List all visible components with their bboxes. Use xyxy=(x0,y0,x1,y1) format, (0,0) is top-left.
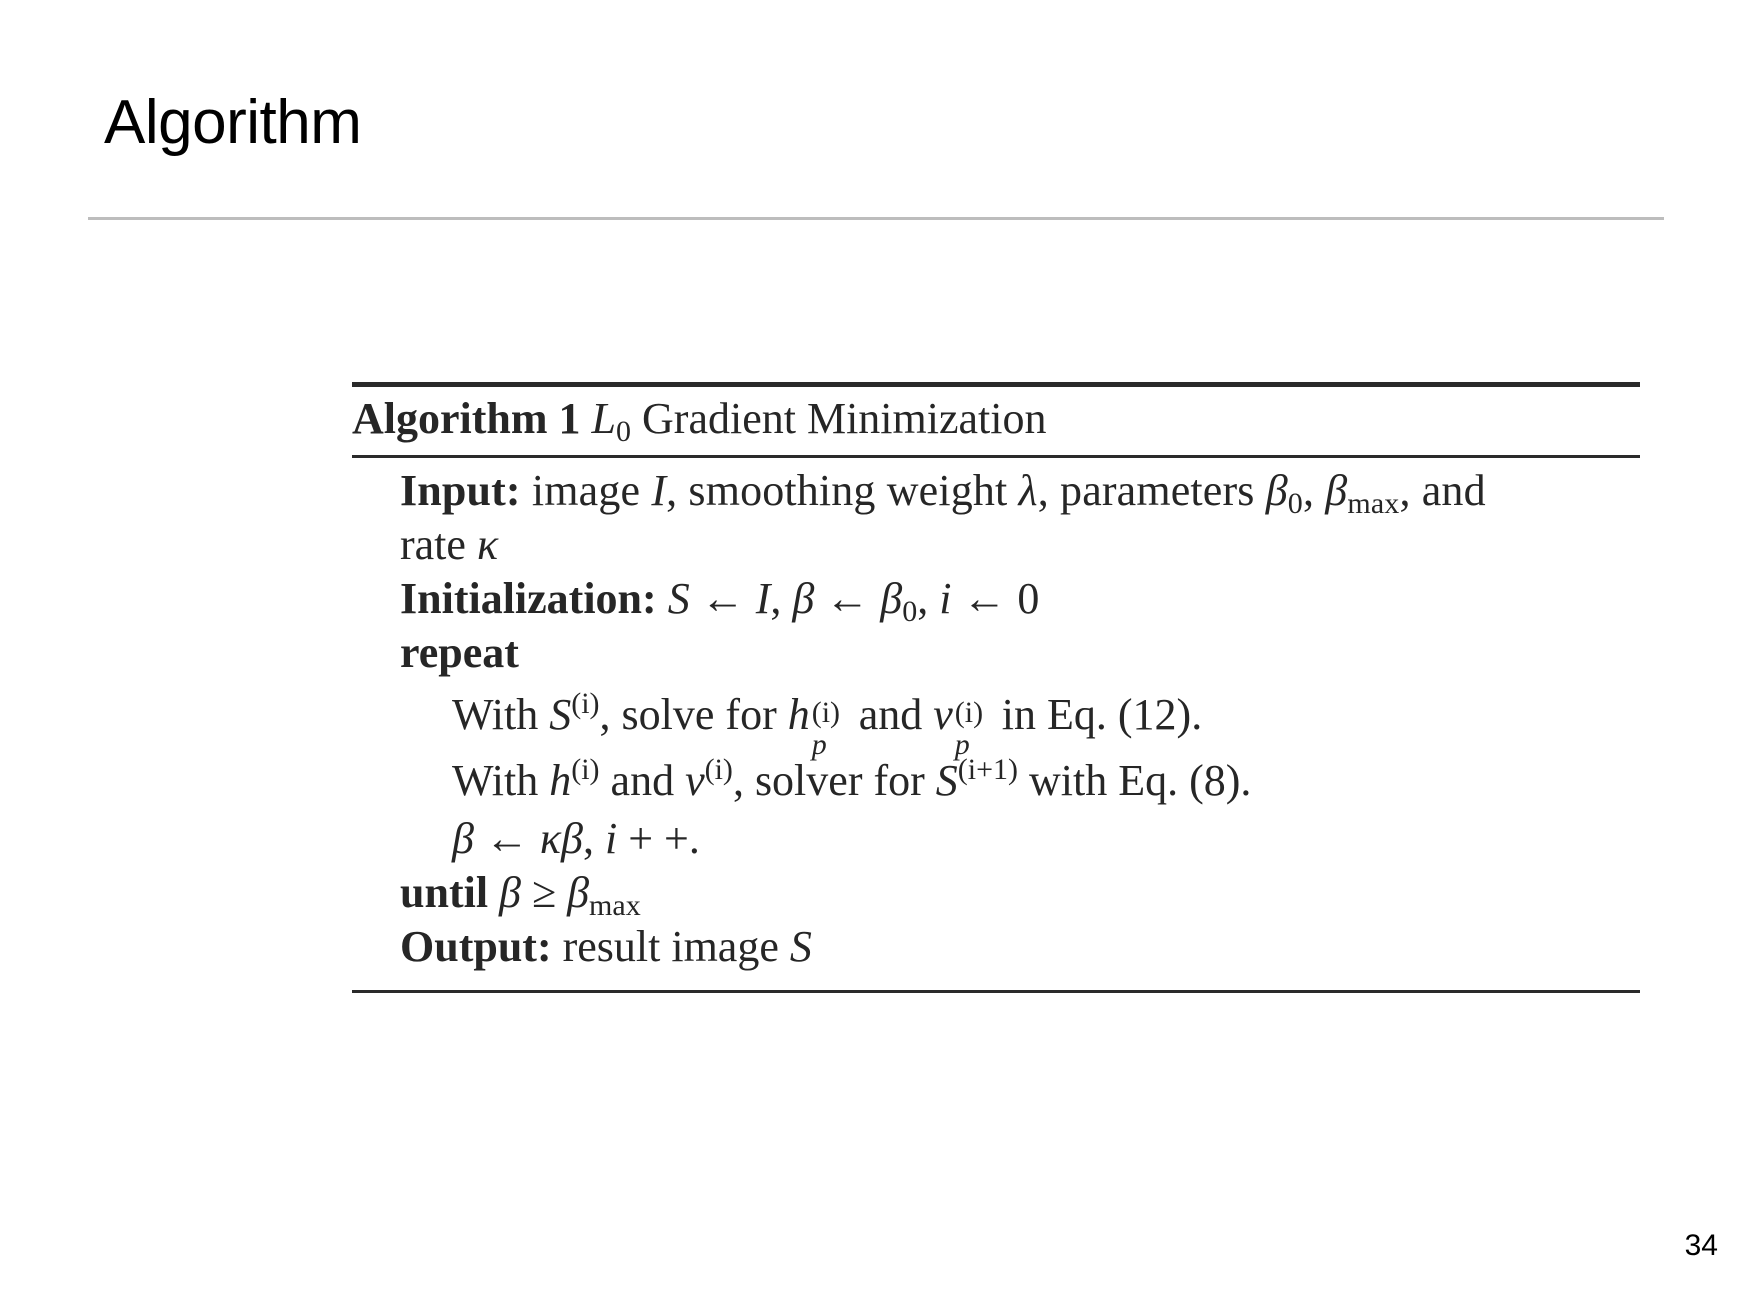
math-sup: (i) xyxy=(954,695,984,729)
math-supsub xyxy=(810,692,848,761)
input-label: Input: xyxy=(400,466,521,515)
input-text: rate xyxy=(400,520,477,569)
math-geq: ≥ xyxy=(520,868,568,917)
math-supsub xyxy=(953,692,991,761)
math-i: i xyxy=(939,574,952,623)
algorithm-title-text: Gradient Minimization xyxy=(631,394,1047,443)
input-text: image xyxy=(520,466,652,515)
math-arrow: ← xyxy=(951,574,1018,623)
math-v: v xyxy=(685,756,705,805)
math-beta: β xyxy=(567,868,590,917)
init-text: , xyxy=(770,574,793,623)
math-S: S xyxy=(549,690,572,739)
output-text: result image xyxy=(551,922,790,971)
slide-title: Algorithm xyxy=(104,88,362,157)
step-text: and xyxy=(847,690,934,739)
math-sup: (i) xyxy=(811,695,841,729)
math-sub: max xyxy=(1347,487,1400,520)
input-text: , xyxy=(1302,466,1326,515)
step-1-line xyxy=(400,680,1640,761)
input-line xyxy=(400,464,1640,518)
step-text: and xyxy=(599,756,686,805)
math-S: S xyxy=(789,922,812,971)
step-text: , solve for xyxy=(599,690,788,739)
input-text: , parameters xyxy=(1037,466,1266,515)
math-arrow: ← xyxy=(473,814,540,863)
step-text: + +. xyxy=(617,814,700,863)
repeat-line xyxy=(400,626,1640,680)
math-sub: max xyxy=(589,889,641,922)
algorithm-bottom-rule xyxy=(352,990,1640,993)
math-h: h xyxy=(787,690,810,739)
math-beta: β xyxy=(792,574,815,623)
math-sup: (i+1) xyxy=(957,753,1019,786)
math-arrow: ← xyxy=(814,574,881,623)
math-arrow: ← xyxy=(689,574,756,623)
until-keyword: until xyxy=(400,868,489,917)
math-i: i xyxy=(604,814,618,863)
math-beta: β xyxy=(1325,466,1348,515)
step-text: , solver for xyxy=(732,756,936,805)
output-line xyxy=(400,920,1640,974)
step-2-line xyxy=(400,746,1640,812)
math-beta: β xyxy=(1265,466,1288,515)
output-label: Output: xyxy=(400,922,552,971)
algorithm-body xyxy=(352,458,1640,990)
math-beta: β xyxy=(499,868,521,917)
algorithm-title-math: L xyxy=(591,394,617,443)
math-kappa-beta: κβ xyxy=(539,814,583,863)
algorithm-header xyxy=(352,387,1640,455)
math-h: h xyxy=(549,756,572,805)
algorithm-box xyxy=(352,382,1640,993)
title-divider xyxy=(88,217,1664,220)
input-line-2 xyxy=(400,518,1640,572)
math-beta: β xyxy=(880,574,903,623)
math-kappa: κ xyxy=(476,520,499,569)
step-text: , xyxy=(582,814,605,863)
math-sub: p xyxy=(811,727,827,761)
math-zero: 0 xyxy=(1017,574,1040,623)
step-text: With xyxy=(452,690,550,739)
math-v: v xyxy=(933,690,953,739)
init-text: , xyxy=(917,574,940,623)
step-text: with Eq. (8). xyxy=(1018,756,1252,805)
algorithm-label: Algorithm 1 xyxy=(352,394,581,443)
math-sup: (i) xyxy=(571,753,600,786)
math-beta: β xyxy=(452,814,474,863)
math-sup: (i) xyxy=(571,687,600,720)
algorithm-title-sub: 0 xyxy=(616,415,632,448)
initialization-label: Initialization: xyxy=(400,574,657,623)
math-I: I xyxy=(651,466,667,515)
until-line xyxy=(400,866,1640,920)
math-sup: (i) xyxy=(704,753,733,786)
math-sub: p xyxy=(954,727,970,761)
math-I: I xyxy=(755,574,771,623)
step-text: With xyxy=(452,756,550,805)
step-3-line xyxy=(400,812,1640,866)
step-text: in Eq. (12). xyxy=(990,690,1203,739)
math-S: S xyxy=(667,574,690,623)
input-text: , and xyxy=(1399,466,1486,515)
math-sub: 0 xyxy=(1287,487,1303,520)
input-text: , smoothing weight xyxy=(666,466,1019,515)
math-sub: 0 xyxy=(902,595,918,628)
page-number: 34 xyxy=(1684,1229,1718,1262)
initialization-line xyxy=(400,572,1640,626)
math-lambda: λ xyxy=(1018,466,1038,515)
repeat-keyword: repeat xyxy=(400,628,519,677)
math-S: S xyxy=(935,756,958,805)
